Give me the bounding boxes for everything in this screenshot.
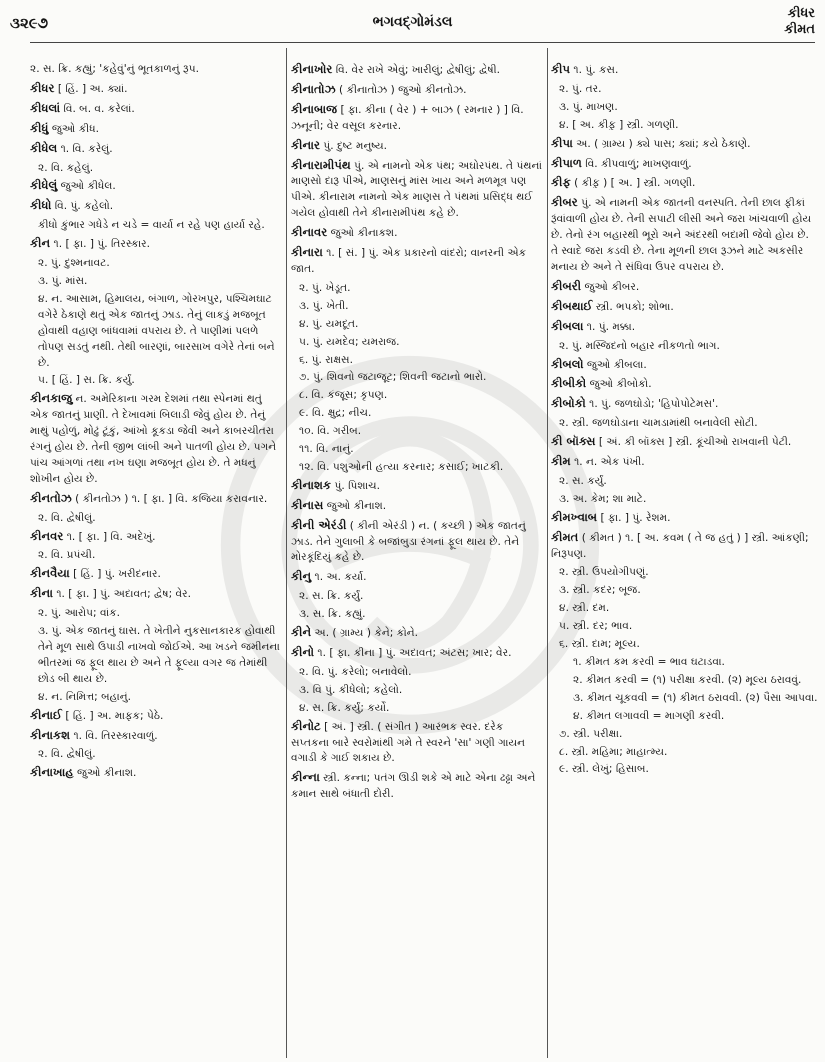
entry-headword: કીપાળ [551,155,582,170]
entry-sense: ૮. વિ. કંજૂસ; કૃપણ. [299,389,388,402]
entry-definition: ૧. વિ. કરેલું. [60,142,113,155]
dictionary-entry [291,569,543,586]
entry-headword: કીનવર [30,528,64,543]
entry-definition: [ ફા. કીના ( વેર ) + બાઝ ( રમનાર ) ] વિ. ઝનૂની; વેર વસૂલ કરનાર. [291,103,524,132]
entry-headword: કીબરી [551,278,582,293]
entry-sense: ૭. પું. શિવનો જટાજૂટ; શિવની જટાનો ભારો. [299,371,487,384]
entry-definition: ૧. પું. કસ. [573,64,619,76]
dictionary-entry [291,770,543,803]
dictionary-entry [291,478,543,495]
entry-sense: ૨. વિ. દ્વેષીલું. [38,748,96,761]
entry-headword: કીનાર [291,137,320,152]
dictionary-entry [291,645,543,662]
entry-sense: ૩. પું. ખેતી. [299,299,349,312]
entry-sense: ૩. સ. ક્રિ. કહ્યું. [299,608,366,621]
entry-headword: કીનાકશ [30,727,71,742]
entry-sense: ૧. કીમત કમ કરવી = ભાવ ઘટાડવા. [573,656,725,668]
entry-sense: ૨. વિ. દ્વેષીલું. [38,511,96,524]
dictionary-entry [551,156,819,173]
page-number: ૩૨૯૭ [10,14,49,32]
entry-definition: ( કીમત ) ૧. [ અ. કવમ ( તે જ હતું ) ] સ્ત્રી. આંકણી; નિરૂપણ. [551,531,809,560]
entry-headword: કીધેલ [30,140,58,155]
entry-definition: વિ. બ. વ. કરેલાં. [63,102,135,115]
entry-headword: કીનોટ [291,718,321,733]
dictionary-entry [291,82,543,99]
column-2 [291,62,543,1058]
entry-sense: ૨. કીમત કરવી = (૧) પરીક્ષા કરવી. (૨) મૂલ્ય ઠરાવવું. [573,673,802,686]
entry-headword: કીન [30,236,51,251]
column-divider [547,48,548,1058]
entry-sense: ૧૦. વિ. ગરીબ. [299,425,362,438]
column-3 [551,62,819,1058]
guide-word-first: કીધર [787,6,815,21]
entry-sense: ૩. પું. માખણ. [559,100,618,113]
entry-sense: ૨. પું. ખેડૂત. [299,281,351,294]
dictionary-entry [30,141,282,158]
dictionary-title: ભગવદ્ગોમંડલ [372,14,453,30]
guide-word-last: કીમત [784,22,815,37]
dictionary-entry [551,299,819,316]
dictionary-entry [551,136,819,153]
entry-definition: ( કીફ઼ ) [ અ. ] સ્ત્રી. ગળણી. [574,177,696,190]
entry-sense: ૩. અ. કેમ; શા માટે. [559,492,647,505]
entry-sense: કીધો કુંભાર ગધેડે ન ચડે = વાર્યા ન રહે પણ હાર્યા રહે. [38,219,265,232]
dictionary-entry [30,566,282,583]
entry-sense: ૪. ન. નિમિત્ત; બહાનું. [38,690,132,703]
dictionary-entry [30,529,282,546]
entry-headword: કીનવૈયા [30,566,70,581]
entry-sense: ૩. પું. માંસ. [38,274,88,287]
entry-definition: ( કીની એરંડી ) ન. ( કચ્છી ) એક જાતનું ઝાડ. તેને ગુલાબી કે બજાંબુડા રંગનાં ફૂલ થાય છે. તેને મોરકૂંદિયું કહે છે. [291,519,526,564]
dictionary-entry [291,138,543,155]
entry-definition: [ અં. ] સ્ત્રી. ( સંગીત ) આરંભક સ્વર. દરેક સપ્તકના બારે સ્વરોમાંથી ગમે તે સ્વરને 'સા' ગણી ગાયન વગાડી કે ગાઈ શકાય છે. [291,720,526,765]
entry-definition: જુઓ કીનાકશ. [330,227,398,240]
entry-sense: ૫. પું. યમદેવ; યમરાજ. [299,335,400,348]
entry-headword: કીબલો [551,356,584,371]
dictionary-entry [30,765,282,782]
entry-definition: ૧. [ ફા. કીના ] પું. અદાવત; અંટસ; ખાર; વેર. [317,647,512,659]
entry-headword: કીફ [551,175,571,190]
entry-definition: ૧. [ સં. ] પું. એક પ્રકારનો વાંદરો; વાનરની એક જાત. [291,247,527,275]
entry-definition: પું. પિશાચ. [334,479,380,492]
entry-sense: ૪. ન. આસામ, હિમાલય, બંગાળ, ગોરખપુર, પશ્ચિમઘાટ વગેરે ઠેકાણે થતું એક જાતનું ઝાડ. તેનું લાકડું મજબૂત હોવાથી વહાણ બાંધવામાં વપરાય છે. તે પાણીમાં પલળે તોપણ સડતું નથી. તેથી બારણાં, બારસાખ વગેરે તેનાં બને છે. [38,292,275,369]
entry-definition: જુઓ કીધેલ. [60,180,116,193]
dictionary-entry [551,454,819,471]
entry-headword: કીનો [291,645,315,659]
dictionary-entry [291,498,543,515]
entry-definition: અ. ( ગ્રામ્ય ) કેને; કોને. [314,627,419,640]
entry-sense: ૭. સ્ત્રી. પરીક્ષા. [559,727,623,740]
entry-headword: કીનાતોઝ [291,81,336,96]
entry-sense: ૨. સ. ક્રિ. કર્યું. [299,590,364,603]
dictionary-entry [291,225,543,242]
dictionary-entry [30,586,282,603]
entry-sense: ૪. કીમત લગાવવી = માગણી કરવી. [573,709,725,722]
entry-definition: જુઓ કીબલા. [586,358,647,371]
entry-headword: કીનારામીપંથ [291,157,351,172]
entry-definition: ૧. પું. મક્કા. [586,320,636,333]
entry-definition: ૧. વિ. તિરસ્કારવાળું. [73,729,158,742]
dictionary-entry [291,245,543,278]
entry-definition: જુઓ કીધ. [51,122,99,135]
entry-headword: કીનાઈ [30,707,62,722]
entry-headword: કીનાખાહ [30,765,74,780]
entry-definition: [ હિં. ] અ. ક્યાં. [57,82,128,95]
entry-sense: ૬. સ્ત્રી. દામ; મૂલ્ય. [559,638,640,651]
entry-sense: ૨. સ્ત્રી. ઉપયોગીપણું. [559,566,649,579]
entry-headword: કીધો [30,198,52,213]
entry-definition: ૧. [ ફા. ] પું. તિરસ્કાર. [53,238,151,251]
entry-definition: વિ. કીપવાળું; માખણવાળું. [585,157,692,170]
entry-headword: કીન્ના [291,770,320,785]
entry-headword: કીધું [30,120,49,135]
entry-sense: ૩. વિ પું. કીધેલો; કહેલો. [299,683,403,696]
dictionary-entry [30,708,282,725]
dictionary-entry [291,158,543,223]
dictionary-entry [30,81,282,98]
entry-headword: કીમત [551,529,579,544]
dictionary-entry [30,121,282,138]
dictionary-entry [30,62,282,78]
entry-headword: કીનુ [291,569,312,584]
dictionary-entry [551,434,819,451]
entry-definition: પું. દુષ્ટ મનુષ્ય. [323,139,388,152]
entry-definition: જુઓ કીબોકો. [589,378,652,391]
entry-sense: ૫. સ્ત્રી. દર; ભાવ. [559,620,633,633]
entry-sense: ૨. વિ. પ્રપંચી. [38,549,96,562]
dictionary-entry [291,102,543,135]
entry-definition: પું. એ નામનો એક પંથ; અઘોરપંથ. તે પંથનાં માણસો દારૂ પીએ, માણસનું માંસ ખાય અને મળમૂત્ર પણ પીએ. કીનારામ નામનો એક માણસ તે પંથમાં પ્રસિદ્ધ થઈ ગયેલ હોવાથી તેને કીનારામીપંથ કહે છે. [291,159,542,220]
entry-headword: કીનાવર [291,225,328,240]
entry-headword: કીપા [551,135,573,150]
entry-sense: ૬. પું. રાક્ષસ. [299,353,353,366]
dictionary-entry [30,101,282,118]
entry-sense: ૨. પું. આરોપ; વાંક. [38,607,121,620]
dictionary-entry [551,376,819,393]
entry-headword: કીનતોઝ [30,490,72,505]
dictionary-entry [291,62,543,79]
entry-headword: કીનારા [291,245,323,260]
dictionary-entry [551,530,819,563]
entry-definition: ૨. સ. ક્રિ. કહ્યું; 'કહેવું'નું ભૂતકાળનું રૂપ. [30,63,199,75]
dictionary-entry [551,357,819,374]
entry-definition: ૧. [ ફા. ] વિ. અદેખું. [66,530,156,543]
entry-sense: ૩. પું. એક જાતનું ઘાસ. તે ખેતીને નુકસાનકારક હોવાથી તેને મૂળ સાથે ઉપાડી નાખવો જોઈએ. આ ખડને જમીનના ભીતરમાં જ ફૂલ થાય છે અને તે ફૂલ્યા વગર જ તેમાંથી છોડ બી થાય છે. [38,625,280,685]
entry-definition: [ હિં. ] પું. ખરીદનાર. [73,568,161,581]
entry-definition: જુઓ કીબર. [584,280,640,293]
entry-sense: ૪. સ. ક્રિ. કર્યું; કર્યો. [299,701,390,714]
entry-headword: કીબીકો [551,376,587,391]
entry-sense: ૨. પું. દુશ્મનાવટ. [38,257,110,270]
entry-sense: ૪. સ્ત્રી. દમ. [559,602,610,615]
dictionary-entry [30,391,282,487]
entry-sense: ૨. પું. તર. [559,82,602,95]
entry-definition: પું. એ નામની એક જાતની વનસ્પતિ. તેની છાલ ફીકાં રૂંવાંવાળી હોય છે. તેની સપાટી લીસી અને જરા ખાંચવાળી હોય છે. તેનો રંગ બહારથી ભૂરો અને અંદરથી બદામી જેવો હોય છે. તે સ્વાદે જરા કડવી છે. તેના મૂળની છાલ રૂઝને માટે અકસીર મનાય છે અને તે સંધિવા ઉપર વપરાય છે. [551,197,812,273]
entry-headword: કીબોકો [551,396,586,411]
entry-sense: ૩. કીમત ચૂકવવી = (૧) કીમત ઠરાવવી. (૨) પૈસા આપવા. [573,691,818,704]
column-divider [286,48,287,1058]
dictionary-entry [551,62,819,79]
entry-definition: સ્ત્રી. કન્ના; પતંગ ઊડી શકે એ માટે એના ઢઢ્ઢા અને કમાન સાથે બંધાતી દોરી. [291,772,536,801]
entry-sense: ૨. વિ. કહેલું. [38,161,94,174]
entry-definition: ૧. ન. એક પંખી. [574,456,645,469]
dictionary-entry [30,178,282,195]
entry-headword: કીના [30,586,53,601]
entry-sense: ૯. સ્ત્રી. લેખું; હિસાબ. [559,763,649,776]
entry-headword: કીનાસ [291,497,324,512]
entry-headword: કીનકાજુ [30,391,73,406]
dictionary-entry [551,175,819,192]
entry-definition: [ હિં. ] અ. માફક; પેઠે. [65,709,164,722]
header-rule [30,42,815,43]
entry-headword: કીધર [30,80,55,95]
entry-definition: જુઓ કીનાશ. [326,499,387,512]
entry-headword: કીનાબાજ [291,101,338,116]
entry-sense: ૮. સ્ત્રી. મહિમા; માહાત્મ્ય. [559,745,668,758]
entry-sense: ૪. પું. યમદૂત. [299,317,359,330]
entry-headword: કીબર [551,195,578,210]
entry-sense: ૯. વિ. ક્ષુદ્ર; નીચ. [299,407,372,420]
dictionary-entry [551,510,819,527]
entry-sense: ૨. પું. મસ્જિદનો બહાર નીકળતો ભાગ. [559,339,720,352]
entry-definition: વિ. વેર રાખે એવું; ખારીલું; દ્વેષીલું; દ્વેષી. [335,64,501,76]
entry-sense: ૪. [ અ. કીફ઼ ] સ્ત્રી. ગળણી. [559,118,679,131]
entry-sense: ૫. [ હિં. ] સ. ક્રિ. કર્યું. [38,374,135,387]
entry-sense: ૨. સ્ત્રી. જળઘોડાના ચામડામાંથી બનાવેલી સોટી. [559,417,758,430]
entry-sense: ૧૧. વિ. નાનું. [299,443,354,456]
entry-definition: ( કીનતોઝ ) ૧. [ ફા. ] વિ. કજિયા કરાવનાર. [75,492,268,505]
dictionary-entry [551,279,819,296]
entry-sense: ૧૨. વિ. પશુઓની હત્યા કરનાર; કસાઈ; ખાટકી. [299,460,504,473]
entry-headword: કીનાશક [291,477,332,492]
entry-headword: કીને [291,625,312,640]
entry-headword: કીધલાં [30,100,61,115]
entry-sense: ૨. સ. કર્યું. [559,474,607,487]
entry-definition: ૧. [ ફા. ] પું. અદાવત; દ્વેષ; વેર. [56,588,191,601]
dictionary-entry [551,396,819,413]
dictionary-entry [30,236,282,253]
entry-definition: ( કીનાતોઝ ) જુઓ કીનતોઝ. [339,83,467,96]
dictionary-entry [551,319,819,336]
guide-words [784,6,815,38]
entry-definition: ૧. અ. કર્યા. [314,571,367,584]
entry-headword: કીબલા [551,318,584,333]
dictionary-entry [291,719,543,768]
entry-definition: [ અં. કી બૉક્સ ] સ્ત્રી. કૂંચીઓ રાખવાની પેટી. [598,436,792,449]
entry-definition: ૧. પું. જળઘોડો; 'હિપોપોટેમસ'. [589,398,719,411]
dictionary-entry [30,198,282,215]
entry-headword: કીની એરંડી [291,517,347,532]
entry-headword: કી બૉક્સ [551,434,596,449]
dictionary-entry [291,625,543,642]
entry-headword: કીનાખોર [291,62,333,76]
entry-headword: કીમ [551,454,571,469]
entry-headword: કીમખ્વાબ [551,509,598,524]
entry-definition: [ ફા. ] પું. રેશમ. [600,511,671,524]
entry-definition: જુઓ કીનાશ. [76,767,137,780]
dictionary-entry [30,491,282,508]
entry-definition: ન. અમેરિકાના ગરમ દેશમાં તથા સ્પેનમાં થતું એક જાતનું પ્રાણી. તે દેખાવમાં બિલાડી જેવું હોય છે. તેનું માથું પહોળું, મોઢું ટૂંકું, આંખો કૂકડા જેવી અને કાબરચીતરા રંગનું હોય છે. તેની જીભ લાંબી અને પાતળી હોય છે. પગને પાંચ આંગળાં તથા નખ ઘણા મજબૂત હોય છે. તે મધનું શોખીન હોય છે. [30,393,277,485]
dictionary-entry [30,728,282,745]
column-1 [30,62,282,1058]
entry-sense: ૨. વિ. પું. કરેલો; બનાવેલો. [299,665,412,678]
entry-headword: કીબથાઈ [551,298,593,313]
entry-headword: કીપ [551,62,571,76]
dictionary-entry [551,195,819,276]
dictionary-entry [291,518,543,567]
entry-headword: કીધેલું [30,178,58,193]
entry-definition: સ્ત્રી. ભપકો; શોભા. [595,300,674,313]
entry-definition: વિ. પું. કહેલો. [54,200,114,213]
entry-definition: અ. ( ગ્રામ્ય ) ક્યે પાસ; ક્યાં; કયે ઠેકાણે. [576,137,751,150]
entry-sense: ૩. સ્ત્રી. કદર; બૂજ. [559,584,641,597]
